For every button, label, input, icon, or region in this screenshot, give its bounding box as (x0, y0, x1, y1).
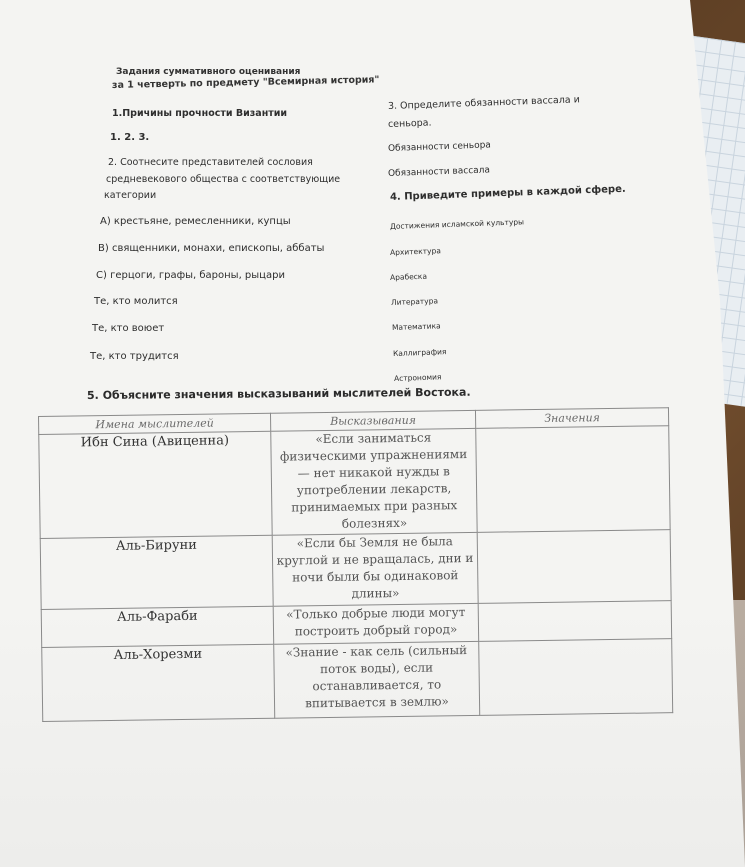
category-fight: Те, кто воюет (92, 323, 165, 334)
sphere-item: Достижения исламской культуры (389, 217, 525, 231)
worksheet-title-line2: за 1 четверть по предмету "Всемирная история" (111, 74, 380, 91)
question-3-line2: сеньора. (387, 117, 432, 130)
sphere-item: Арабеска (389, 271, 428, 282)
question-4: 4. Приведите примеры в каждой сфере. (389, 183, 626, 203)
question-3-line1: 3. Определите обязанности вассала и (387, 94, 581, 112)
question-1: 1.Причины прочности Византии (112, 108, 288, 119)
question-1-answer-numbers: 1. 2. 3. (110, 132, 150, 143)
sphere-item: Каллиграфия (392, 347, 447, 358)
header-names: Имена мыслителей (39, 413, 271, 434)
duty-lord: Обязанности сеньора (387, 140, 492, 154)
option-b: В) священники, монахи, епископы, аббаты (98, 243, 325, 254)
sphere-item: Архитектура (389, 246, 442, 257)
thinker-name: Аль-Бируни (40, 535, 273, 609)
thinker-quote: «Если заниматься физическими упражнениями — нет никакой нужды в употреблении лекарств, принимаемых при разных болезнях» (271, 428, 477, 535)
meaning-cell[interactable] (477, 530, 671, 604)
meaning-cell[interactable] (478, 601, 672, 642)
thinker-name: Аль-Хорезми (42, 644, 275, 721)
thinker-quote: «Если бы Земля не была круглой и не вращалась, дни и ночи были бы одинаковой длины» (272, 532, 478, 606)
sphere-item: Астрономия (393, 372, 442, 383)
thinker-quote: «Только добрые люди могут построить добрый город» (273, 603, 479, 644)
meaning-cell[interactable] (476, 426, 670, 533)
table-row (39, 426, 670, 539)
thinkers-table (38, 407, 673, 722)
table-row (40, 530, 671, 610)
thinker-name: Аль-Фараби (41, 606, 274, 647)
header-meanings: Значения (475, 408, 668, 429)
sphere-item: Литература (390, 296, 439, 307)
table-row (42, 639, 673, 722)
question-2-line1: 2. Соотнесите представителей сословия (108, 157, 313, 168)
header-quotes: Высказывания (270, 410, 475, 431)
question-2-line3: категории (104, 190, 157, 201)
meaning-cell[interactable] (479, 639, 673, 716)
category-work: Те, кто трудится (90, 351, 179, 362)
question-5: 5. Объясните значения высказываний мыслителей Востока. (86, 385, 471, 402)
option-c: С) герцоги, графы, бароны, рыцари (96, 270, 285, 281)
duty-vassal: Обязанности вассала (387, 165, 491, 179)
option-a: А) крестьяне, ремесленники, купцы (100, 216, 291, 227)
sphere-item: Математика (391, 321, 441, 332)
question-2-line2: средневекового общества с соответствующие (106, 174, 341, 185)
thinker-name: Ибн Сина (Авиценна) (39, 431, 272, 538)
worksheet-title-line1: Задания суммативного оценивания (116, 67, 301, 77)
category-pray: Те, кто молится (94, 296, 178, 307)
thinker-quote: «Знание - как сель (сильный поток воды), если останавливается, то впитывается в землю» (274, 641, 480, 718)
